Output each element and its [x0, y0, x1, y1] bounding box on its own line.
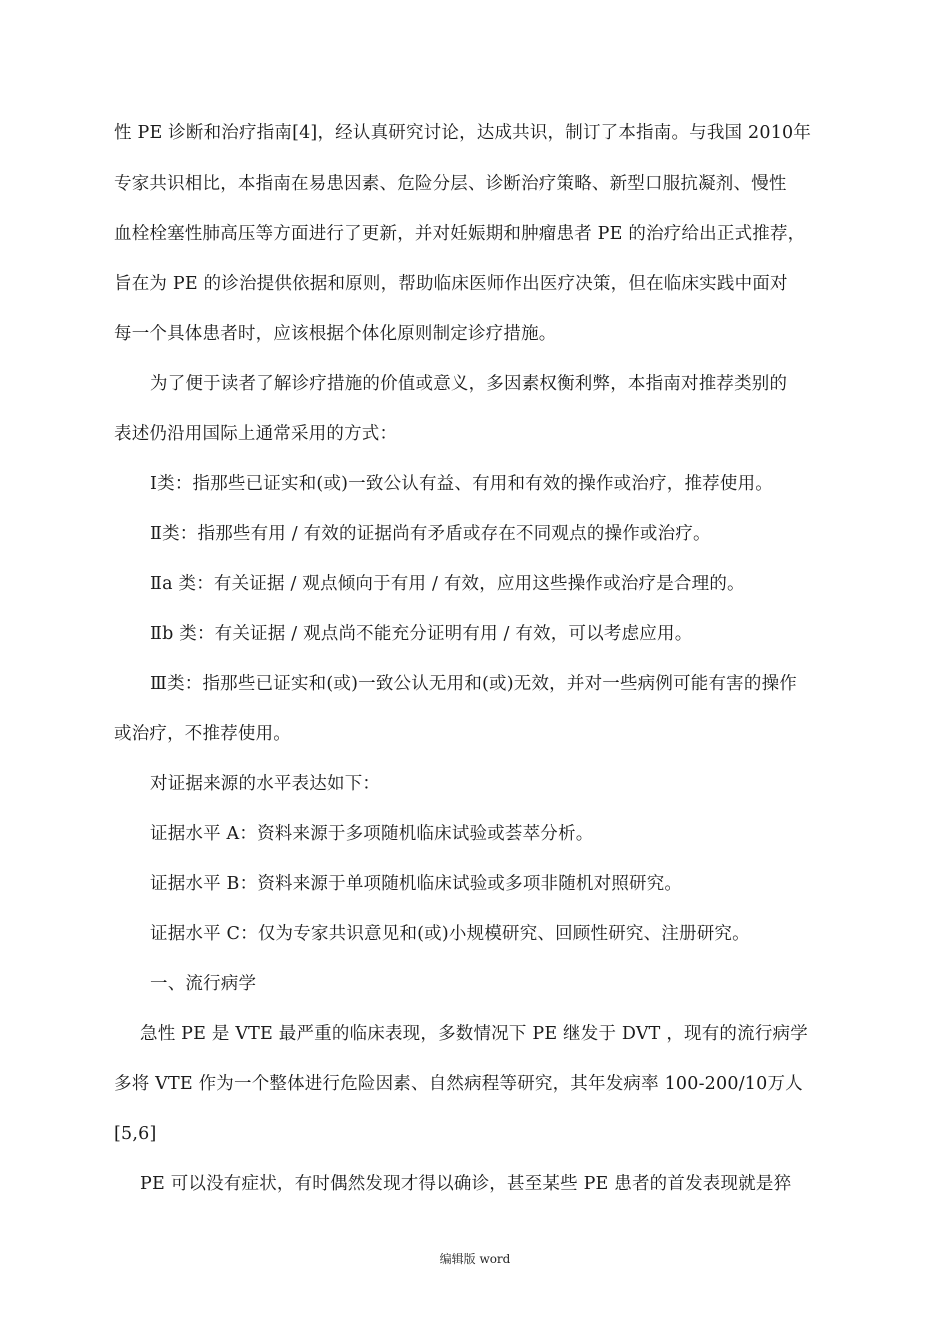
text-line: 证据水平 C：仅为专家共识意见和(或)小规模研究、回顾性研究、注册研究。 — [150, 924, 750, 944]
text-line: Ⅱ类：指那些有用 / 有效的证据尚有矛盾或存在不同观点的操作或治疗。 — [150, 524, 711, 544]
text-line: 每一个具体患者时，应该根据个体化原则制定诊疗措施。 — [114, 324, 557, 344]
text-line: 急性 PE 是 VTE 最严重的临床表现，多数情况下 PE 继发于 DVT ，现有的流行病学 — [140, 1024, 808, 1044]
section-heading: 一、流行病学 — [150, 974, 257, 994]
text-line: 旨在为 PE 的诊治提供依据和原则，帮助临床医师作出医疗决策，但在临床实践中面对 — [114, 274, 788, 294]
text-line: 为了便于读者了解诊疗措施的价值或意义，多因素权衡利弊，本指南对推荐类别的 — [150, 374, 788, 394]
text-line: 对证据来源的水平表达如下： — [150, 774, 381, 794]
text-line: 多将 VTE 作为一个整体进行危险因素、自然病程等研究，其年发病率 100-200/10万人 — [114, 1074, 803, 1094]
text-line: 血栓栓塞性肺高压等方面进行了更新，并对妊娠期和肿瘤患者 PE 的治疗给出正式推荐， — [114, 224, 806, 244]
text-line: Ⅰ类：指那些已证实和(或)一致公认有益、有用和有效的操作或治疗，推荐使用。 — [150, 474, 773, 494]
text-line: 证据水平 A：资料来源于多项随机临床试验或荟萃分析。 — [150, 824, 594, 844]
text-line: 表述仍沿用国际上通常采用的方式： — [114, 424, 398, 444]
text-line: PE 可以没有症状，有时偶然发现才得以确诊，甚至某些 PE 患者的首发表现就是猝 — [140, 1174, 792, 1194]
text-line: Ⅲ类：指那些已证实和(或)一致公认无用和(或)无效，并对一些病例可能有害的操作 — [150, 674, 797, 694]
citation-line: [5,6] — [114, 1124, 157, 1144]
page-footer: 编辑版 word — [439, 1252, 511, 1266]
text-line: 或治疗，不推荐使用。 — [114, 724, 291, 744]
text-line: 证据水平 B：资料来源于单项随机临床试验或多项非随机对照研究。 — [150, 874, 683, 894]
text-line: 性 PE 诊断和治疗指南[4]，经认真研究讨论，达成共识，制订了本指南。与我国 2010年 — [114, 123, 812, 143]
text-line: 专家共识相比，本指南在易患因素、危险分层、诊断治疗策略、新型口服抗凝剂、慢性 — [114, 174, 787, 194]
text-line: Ⅱb 类：有关证据 / 观点尚不能充分证明有用 / 有效，可以考虑应用。 — [150, 624, 693, 644]
text-line: Ⅱa 类：有关证据 / 观点倾向于有用 / 有效，应用这些操作或治疗是合理的。 — [150, 574, 745, 594]
